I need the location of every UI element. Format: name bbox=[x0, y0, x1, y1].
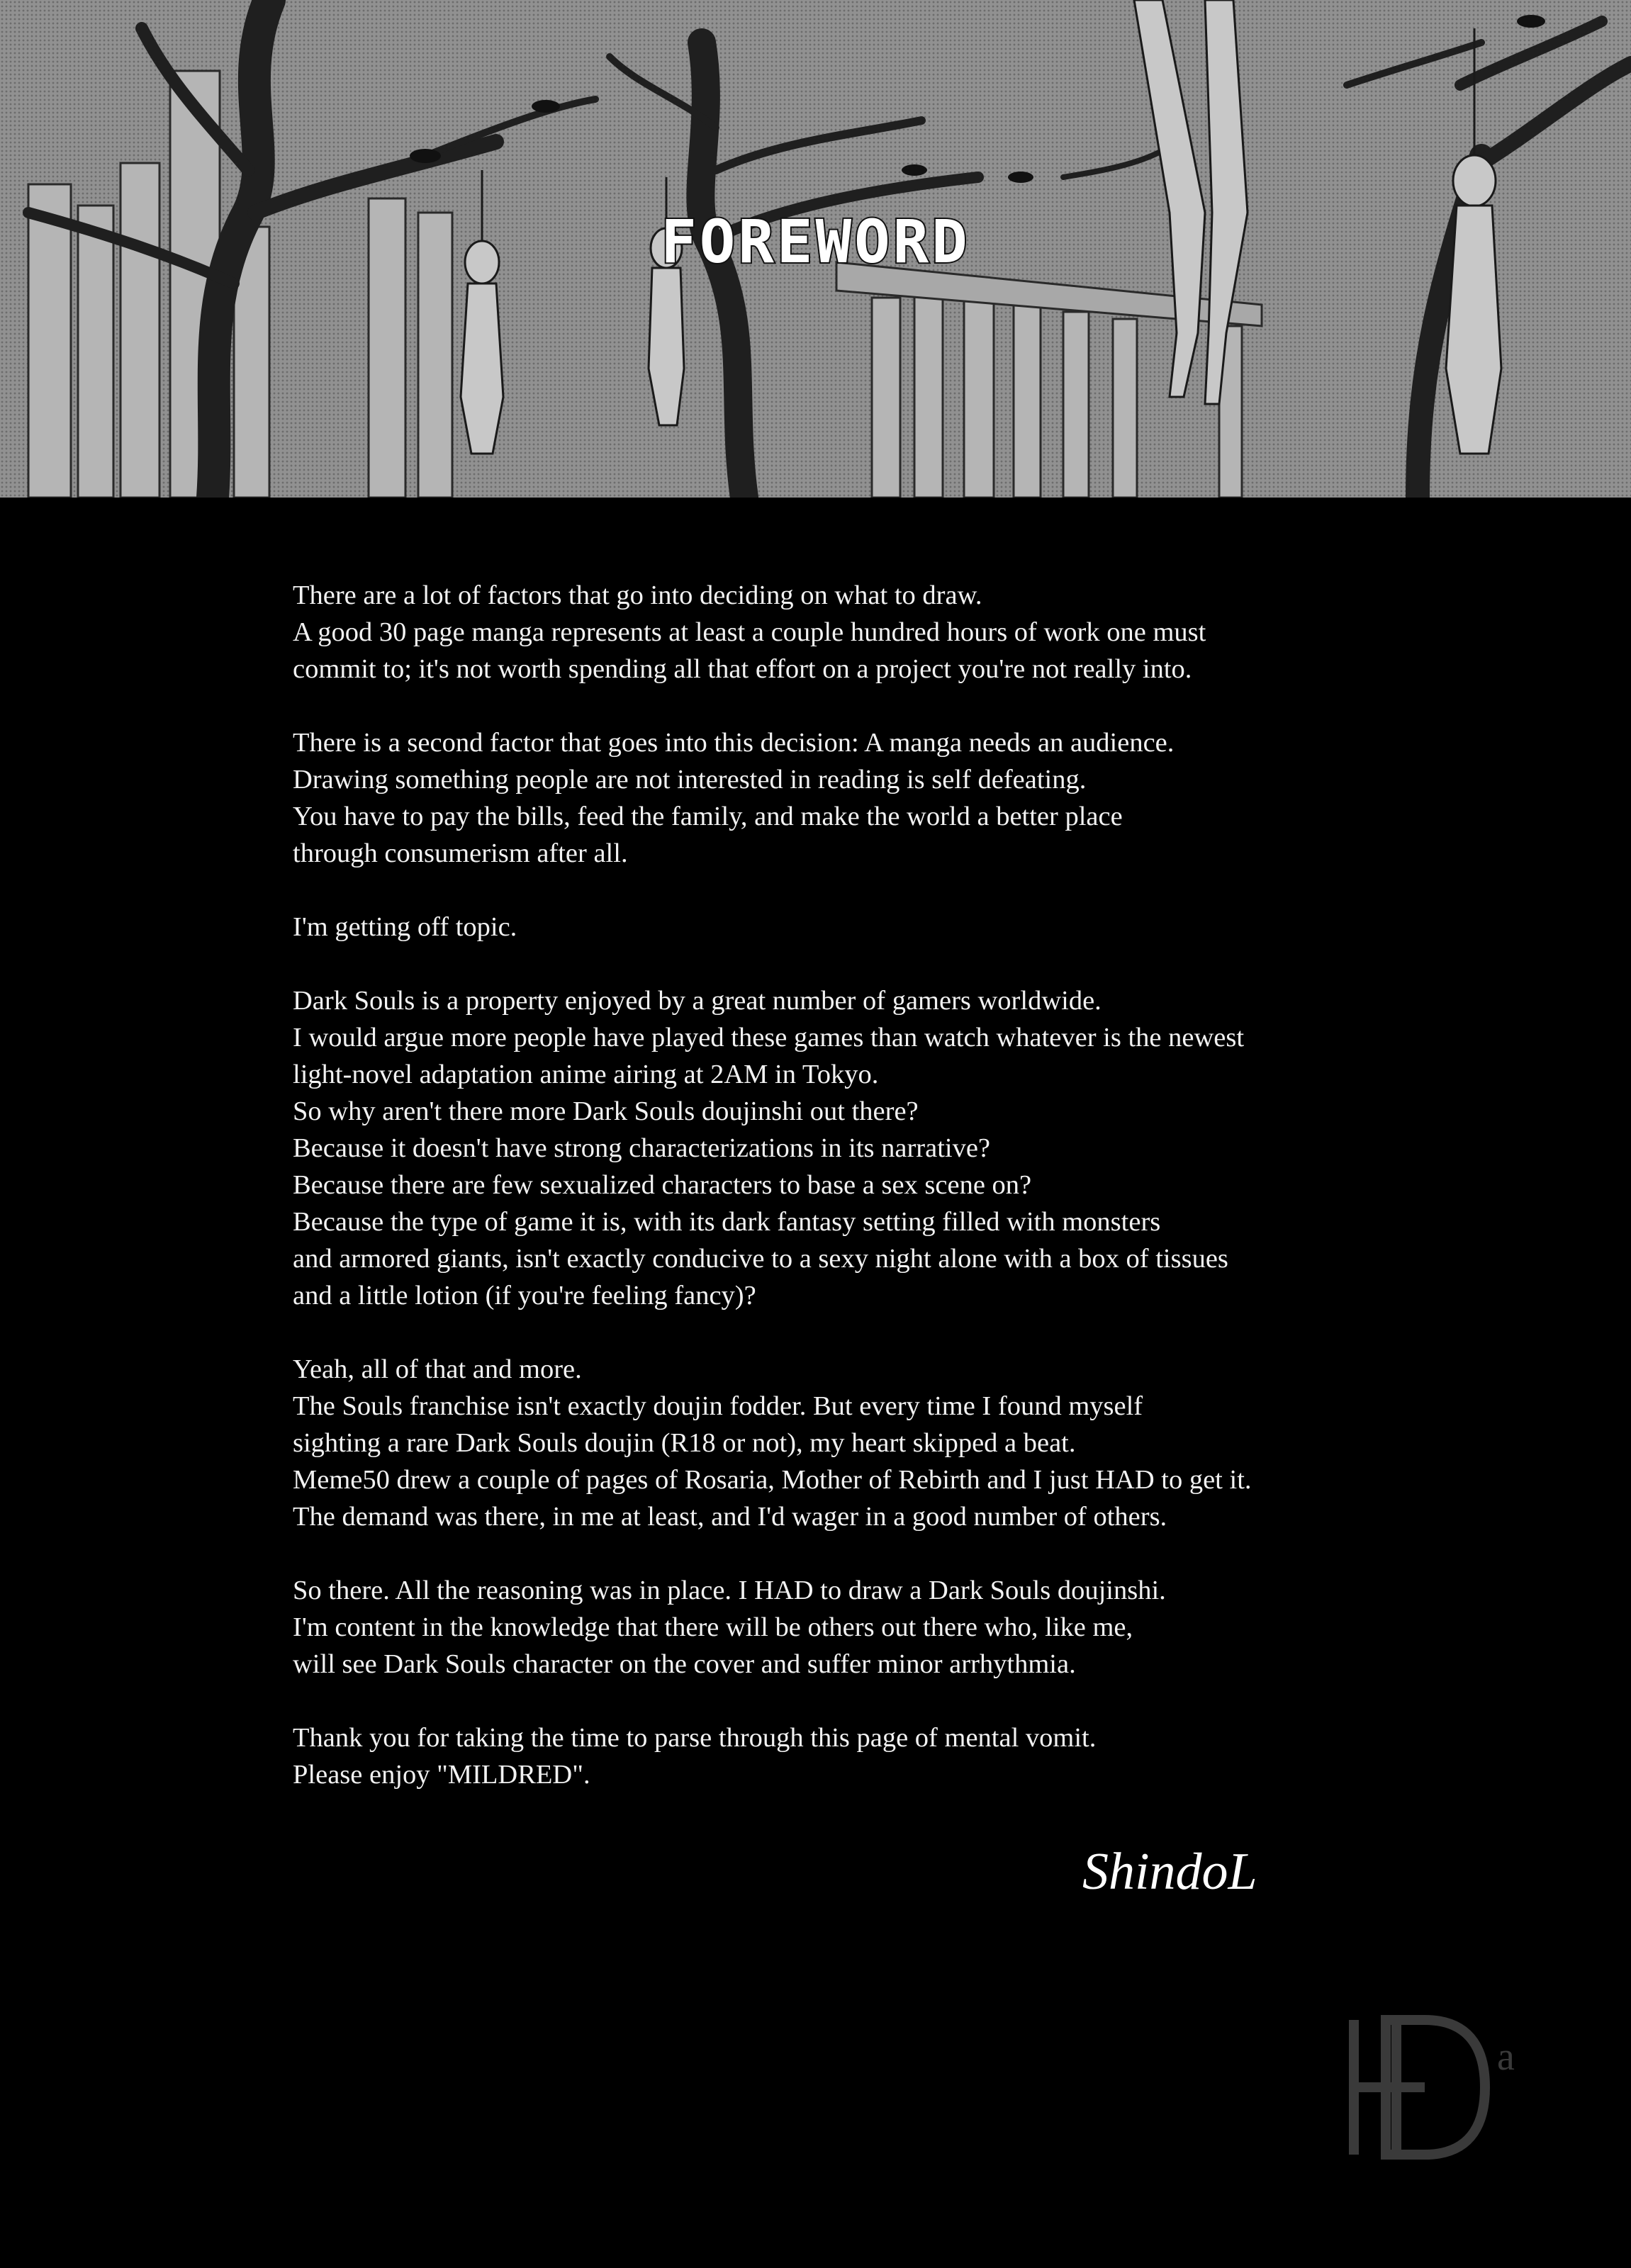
foreword-body bbox=[293, 577, 1356, 1830]
text-line: through consumerism after all. bbox=[293, 838, 628, 868]
text-line: Meme50 drew a couple of pages of Rosaria, Mother of Rebirth and I just HAD to get it. bbox=[293, 1465, 1252, 1495]
text-line: There is a second factor that goes into this decision: A manga needs an audience. bbox=[293, 728, 1175, 758]
text-line: Please enjoy "MILDRED". bbox=[293, 1760, 590, 1790]
text-line: The demand was there, in me at least, and I'd wager in a good number of others. bbox=[293, 1502, 1167, 1532]
text-line: I'm getting off topic. bbox=[293, 912, 517, 942]
text-line: sighting a rare Dark Souls doujin (R18 or not), my heart skipped a beat. bbox=[293, 1428, 1076, 1458]
text-line: Yeah, all of that and more. bbox=[293, 1354, 582, 1384]
text-line: and armored giants, isn't exactly conducive to a sexy night alone with a box of tissues bbox=[293, 1244, 1228, 1274]
paragraph bbox=[293, 1351, 1356, 1535]
page-title: FOREWORD bbox=[661, 207, 970, 276]
header-illustration bbox=[0, 0, 1631, 498]
paragraph bbox=[293, 1572, 1356, 1683]
paragraph bbox=[293, 724, 1356, 872]
text-line: You have to pay the bills, feed the family, and make the world a better place bbox=[293, 802, 1123, 831]
text-line: and a little lotion (if you're feeling fancy)? bbox=[293, 1281, 756, 1310]
text-line: I'm content in the knowledge that there will be others out there who, like me, bbox=[293, 1612, 1133, 1642]
text-line: Because there are few sexualized characters to base a sex scene on? bbox=[293, 1170, 1032, 1200]
paragraph bbox=[293, 982, 1356, 1314]
paragraph bbox=[293, 577, 1356, 687]
text-line: Because it doesn't have strong characterizations in its narrative? bbox=[293, 1133, 991, 1163]
dha-logo-icon bbox=[1333, 2013, 1517, 2162]
text-line: So why aren't there more Dark Souls doujinshi out there? bbox=[293, 1096, 919, 1126]
text-line: Because the type of game it is, with its dark fantasy setting filled with monsters bbox=[293, 1207, 1161, 1237]
text-line: will see Dark Souls character on the cover and suffer minor arrhythmia. bbox=[293, 1649, 1076, 1679]
text-line: I would argue more people have played these games than watch whatever is the newest bbox=[293, 1023, 1245, 1052]
text-line: There are a lot of factors that go into deciding on what to draw. bbox=[293, 580, 982, 610]
svg-text:a: a bbox=[1497, 2035, 1515, 2079]
text-line: light-novel adaptation anime airing at 2AM in Tokyo. bbox=[293, 1060, 879, 1089]
text-line: Drawing something people are not interested in reading is self defeating. bbox=[293, 765, 1087, 795]
paragraph bbox=[293, 1719, 1356, 1793]
author-signature: ShindoL bbox=[1082, 1843, 1257, 1901]
text-line: Dark Souls is a property enjoyed by a great number of gamers worldwide. bbox=[293, 986, 1102, 1016]
text-line: A good 30 page manga represents at least a couple hundred hours of work one must bbox=[293, 617, 1206, 647]
paragraph bbox=[293, 909, 1356, 945]
text-line: So there. All the reasoning was in place. I HAD to draw a Dark Souls doujinshi. bbox=[293, 1576, 1166, 1605]
text-line: The Souls franchise isn't exactly doujin fodder. But every time I found myself bbox=[293, 1391, 1143, 1421]
text-line: commit to; it's not worth spending all that effort on a project you're not really into. bbox=[293, 654, 1192, 684]
text-line: Thank you for taking the time to parse through this page of mental vomit. bbox=[293, 1723, 1097, 1753]
